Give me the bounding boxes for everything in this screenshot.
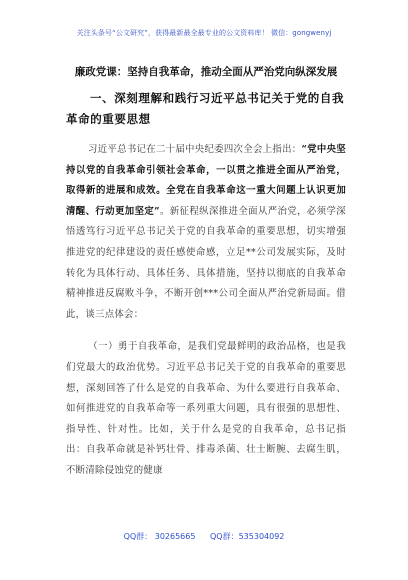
paragraph-1-lead: 习近平总书记在二十届中央纪委四次全会上指出： [88,144,302,155]
section-heading: 一、深刻理解和践行习近平总书记关于党的自我革命的重要思想 [66,91,345,126]
qq-group-2: QQ群：535304092 [210,532,285,541]
paragraph-1 [66,140,346,325]
paragraph-1-rest: 。新征程纵深推进全面从严治党，必须学深悟透笃行习近平总书记关于党的自我革命的重要思想，切实增强推进党的纪律建设的责任感使命感，立足**公司发展实际，及时转化为具体行动、具体任务、具体措施，坚持以彻底的自我革命精神推进反腐败斗争，不断开创***公司全面从严治党新局面。借此，谈三点体会： [66,205,346,320]
paragraph-1-quote: “党中央坚持以党的自我革命引领社会革命，一以贯之推进全面从严治党，取得新的进展和成效。全党在自我革命这一重大问题上认识更加清醒、行动更加坚定” [66,144,346,217]
promo-banner: 关注头条号“公文研究”，获得最新最全最专业的公文资料库！ 微信：gongwenyj [76,29,332,37]
document-title: 廉政党课：坚持自我革命，推动全面从严治党向纵深发展 [74,66,338,78]
paragraph-2-text: （一）勇于自我革命，是我们党最鲜明的政治品格，也是我们党最大的政治优势。习近平总书记关于党的自我革命的重要思想，深刻回答了什么是党的自我革命、为什么要进行自我革命、如何推进党的自我革命等一系列重大问题，具有很强的思想性、指导性、针对性。比如，关于什么是党的自我革命，总书记指出：自我革命就是补钙壮骨、排毒杀菌、壮士断腕、去腐生肌，不断清除侵蚀党的健康 [66,341,346,476]
document-body [66,64,346,482]
qq-footer [0,531,408,542]
qq-group-1: QQ群： 30265665 [123,532,196,541]
paragraph-2 [66,337,346,481]
